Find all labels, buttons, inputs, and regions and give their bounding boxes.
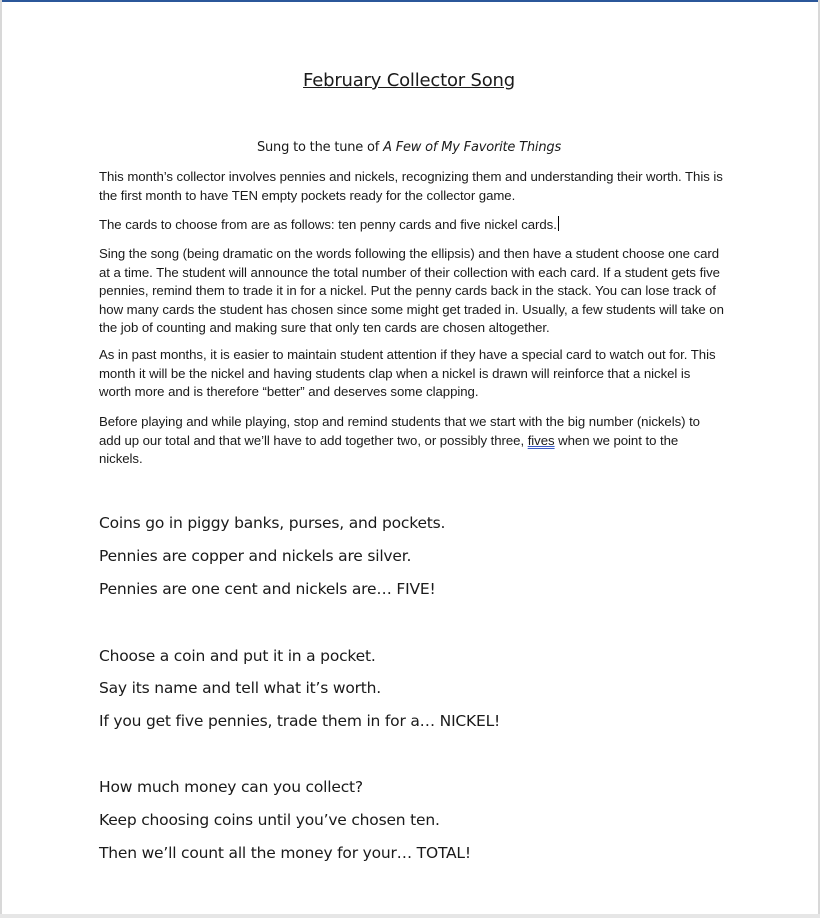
paragraph-instructions: Sing the song (being dramatic on the words following the ellipsis) and then have a student choose one card at a time. The student will announce the total number of their collection with each card. If a student gets five pennies, remind them to trade it in for a nickel. Put the penny cards back in the stack. You can lose track of how many cards the student has chosen since some might get traded in. Usually, a few students will take on the job of counting and making sure that only ten cards are chosen altogether. <box>99 246 724 335</box>
verse-line: Choose a coin and put it in a pocket. <box>99 647 376 665</box>
paragraph-reminder-after: when we point to the nickels. <box>99 432 679 466</box>
paragraph-cards-text: The cards to choose from are as follows: ten penny cards and five nickel cards. <box>99 217 557 232</box>
page-left-edge <box>0 0 2 918</box>
page-bottom-edge <box>0 914 820 918</box>
spellcheck-flagged-word[interactable]: fives <box>527 432 555 448</box>
window-top-accent <box>0 0 820 2</box>
verse-line: Coins go in piggy banks, purses, and pockets. <box>99 514 446 532</box>
paragraph-intro: This month’s collector involves pennies and nickels, recognizing them and understanding their worth. This is the first month to have TEN empty pockets ready for the collector game. <box>99 169 723 203</box>
verse-line: Say its name and tell what it’s worth. <box>99 679 382 697</box>
paragraph-attention: As in past months, it is easier to maintain student attention if they have a special card to watch out for. This month it will be the nickel and having students clap when a nickel is drawn will reinforce that a nickel is worth more and is therefore “better” and deserves some clapping. <box>99 347 716 399</box>
paragraph-reminder <box>99 413 724 469</box>
text-cursor <box>558 216 559 231</box>
verse-line: If you get five pennies, trade them in for a… NICKEL! <box>99 712 501 730</box>
verse-line: Keep choosing coins until you’ve chosen ten. <box>99 811 440 829</box>
verse-line: Pennies are one cent and nickels are… FIVE! <box>99 580 436 598</box>
subtitle-prefix: Sung to the tune of <box>256 140 384 155</box>
subtitle-tune: A Few of My Favorite Things <box>383 140 562 155</box>
verse-line: How much money can you collect? <box>99 778 363 796</box>
document-title: February Collector Song <box>303 70 515 91</box>
verse-line: Pennies are copper and nickels are silver. <box>99 547 412 565</box>
paragraph-cards <box>99 216 724 235</box>
document-subtitle <box>99 140 719 155</box>
verse-line: Then we’ll count all the money for your… TOTAL! <box>99 844 471 862</box>
paragraph-reminder-before: Before playing and while playing, stop and remind students that we start with the big number (nickels) to add up our total and that we’ll have to add together two, or possibly three, <box>99 414 700 448</box>
